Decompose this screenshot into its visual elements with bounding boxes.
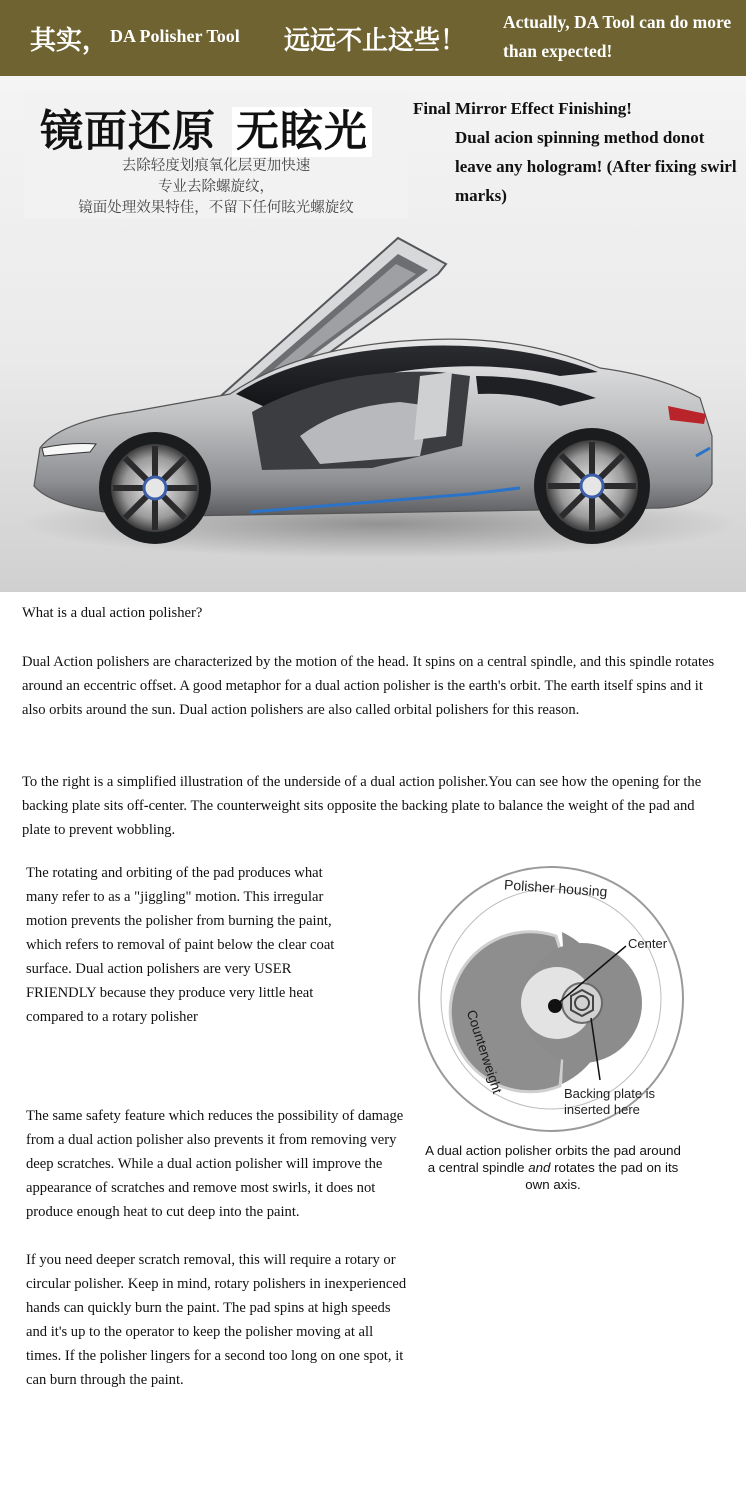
mirror-finish-desc: Dual acion spinning method donot leave any hologram! (After fixing swirl marks)	[455, 128, 737, 205]
caption-line-2	[412, 1159, 694, 1176]
backing-label-2: inserted here	[564, 1102, 640, 1117]
banner-en-tagline: Actually, DA Tool can do more than expected!	[503, 12, 732, 61]
cn-subtitle-line-3: 镜面处理效果特佳，不留下任何眩光螺旋纹	[78, 200, 354, 216]
article-paragraph-3: The rotating and orbiting of the pad produces what many refer to as a "jiggling" motion. This irregular motion prevents the polisher from burning the paint, which refers to removal of paint below the clear coat surface. Dual action polishers are very USER FRIENDLY because they produce very little heat compared to a rotary polisher	[26, 865, 335, 1025]
banner-cn-left: 其实，	[30, 26, 109, 56]
caption-line-3: own axis.	[525, 1177, 581, 1192]
caption-line-2b: and	[528, 1160, 551, 1175]
article-question: What is a dual action polisher?	[22, 605, 203, 621]
counterweight-label: Counterweight	[463, 1008, 505, 1096]
hero-car-image	[0, 76, 746, 592]
center-label: Center	[628, 936, 668, 951]
caption-line-2c: rotates the pad on its	[550, 1160, 679, 1175]
diagram-caption	[412, 1142, 694, 1193]
caption-line-1: A dual action polisher orbits the pad around	[425, 1143, 681, 1158]
article-paragraph-5: If you need deeper scratch removal, this will require a rotary or circular polisher. Keep in mind, rotary polishers in inexperienced hands can quickly burn the paint. The pad spins at high speeds and it's up to the operator to keep the polisher moving at all times. If the polisher lingers for a second too long on one spot, it can burn through the paint.	[26, 1252, 407, 1388]
housing-label: Polisher housing	[503, 876, 608, 900]
cn-subtitle-line-1: 去除轻度划痕氧化层更加快速	[121, 158, 311, 174]
cn-headline-b: 无眩光	[232, 107, 372, 157]
cn-headline-a: 镜面还原	[40, 107, 232, 157]
backing-label-1: Backing plate is	[564, 1086, 656, 1101]
cn-subtitle	[24, 156, 408, 219]
article-paragraph-1: Dual Action polishers are characterized by the motion of the head. It spins on a central spindle, and this spindle rotates around an eccentric offset. A good metaphor for a dual action polisher is the earth's orbit. The earth itself spins and it also orbits around the sun. Dual action polishers are also called orbital polishers for this reason.	[22, 654, 715, 718]
cn-headline	[40, 98, 372, 159]
mirror-finish-text	[413, 94, 743, 210]
article-paragraph-4: The same safety feature which reduces the possibility of damage from a dual action polisher also prevents it from removing very deep scratches. While a dual action polisher will improve the appearance of scratches and remove most swirls, it does not produce enough heat to cut deep into the paint.	[26, 1108, 404, 1220]
caption-line-2a: a central spindle	[427, 1160, 529, 1175]
mirror-finish-title: Final Mirror Effect Finishing!	[413, 99, 632, 118]
banner-cn-right: 远远不止这些！	[284, 26, 467, 56]
article-paragraph-2: To the right is a simplified illustration of the underside of a dual action polisher.You can see how the opening for the backing plate sits off-center. The counterweight sits opposite the backing plate to balance the weight of the pad and plate to prevent wobbling.	[22, 774, 702, 838]
header-banner	[0, 0, 746, 76]
banner-en-title: DA Polisher Tool	[110, 26, 240, 46]
cn-subtitle-line-2: 专业去除螺旋纹，	[158, 179, 274, 195]
